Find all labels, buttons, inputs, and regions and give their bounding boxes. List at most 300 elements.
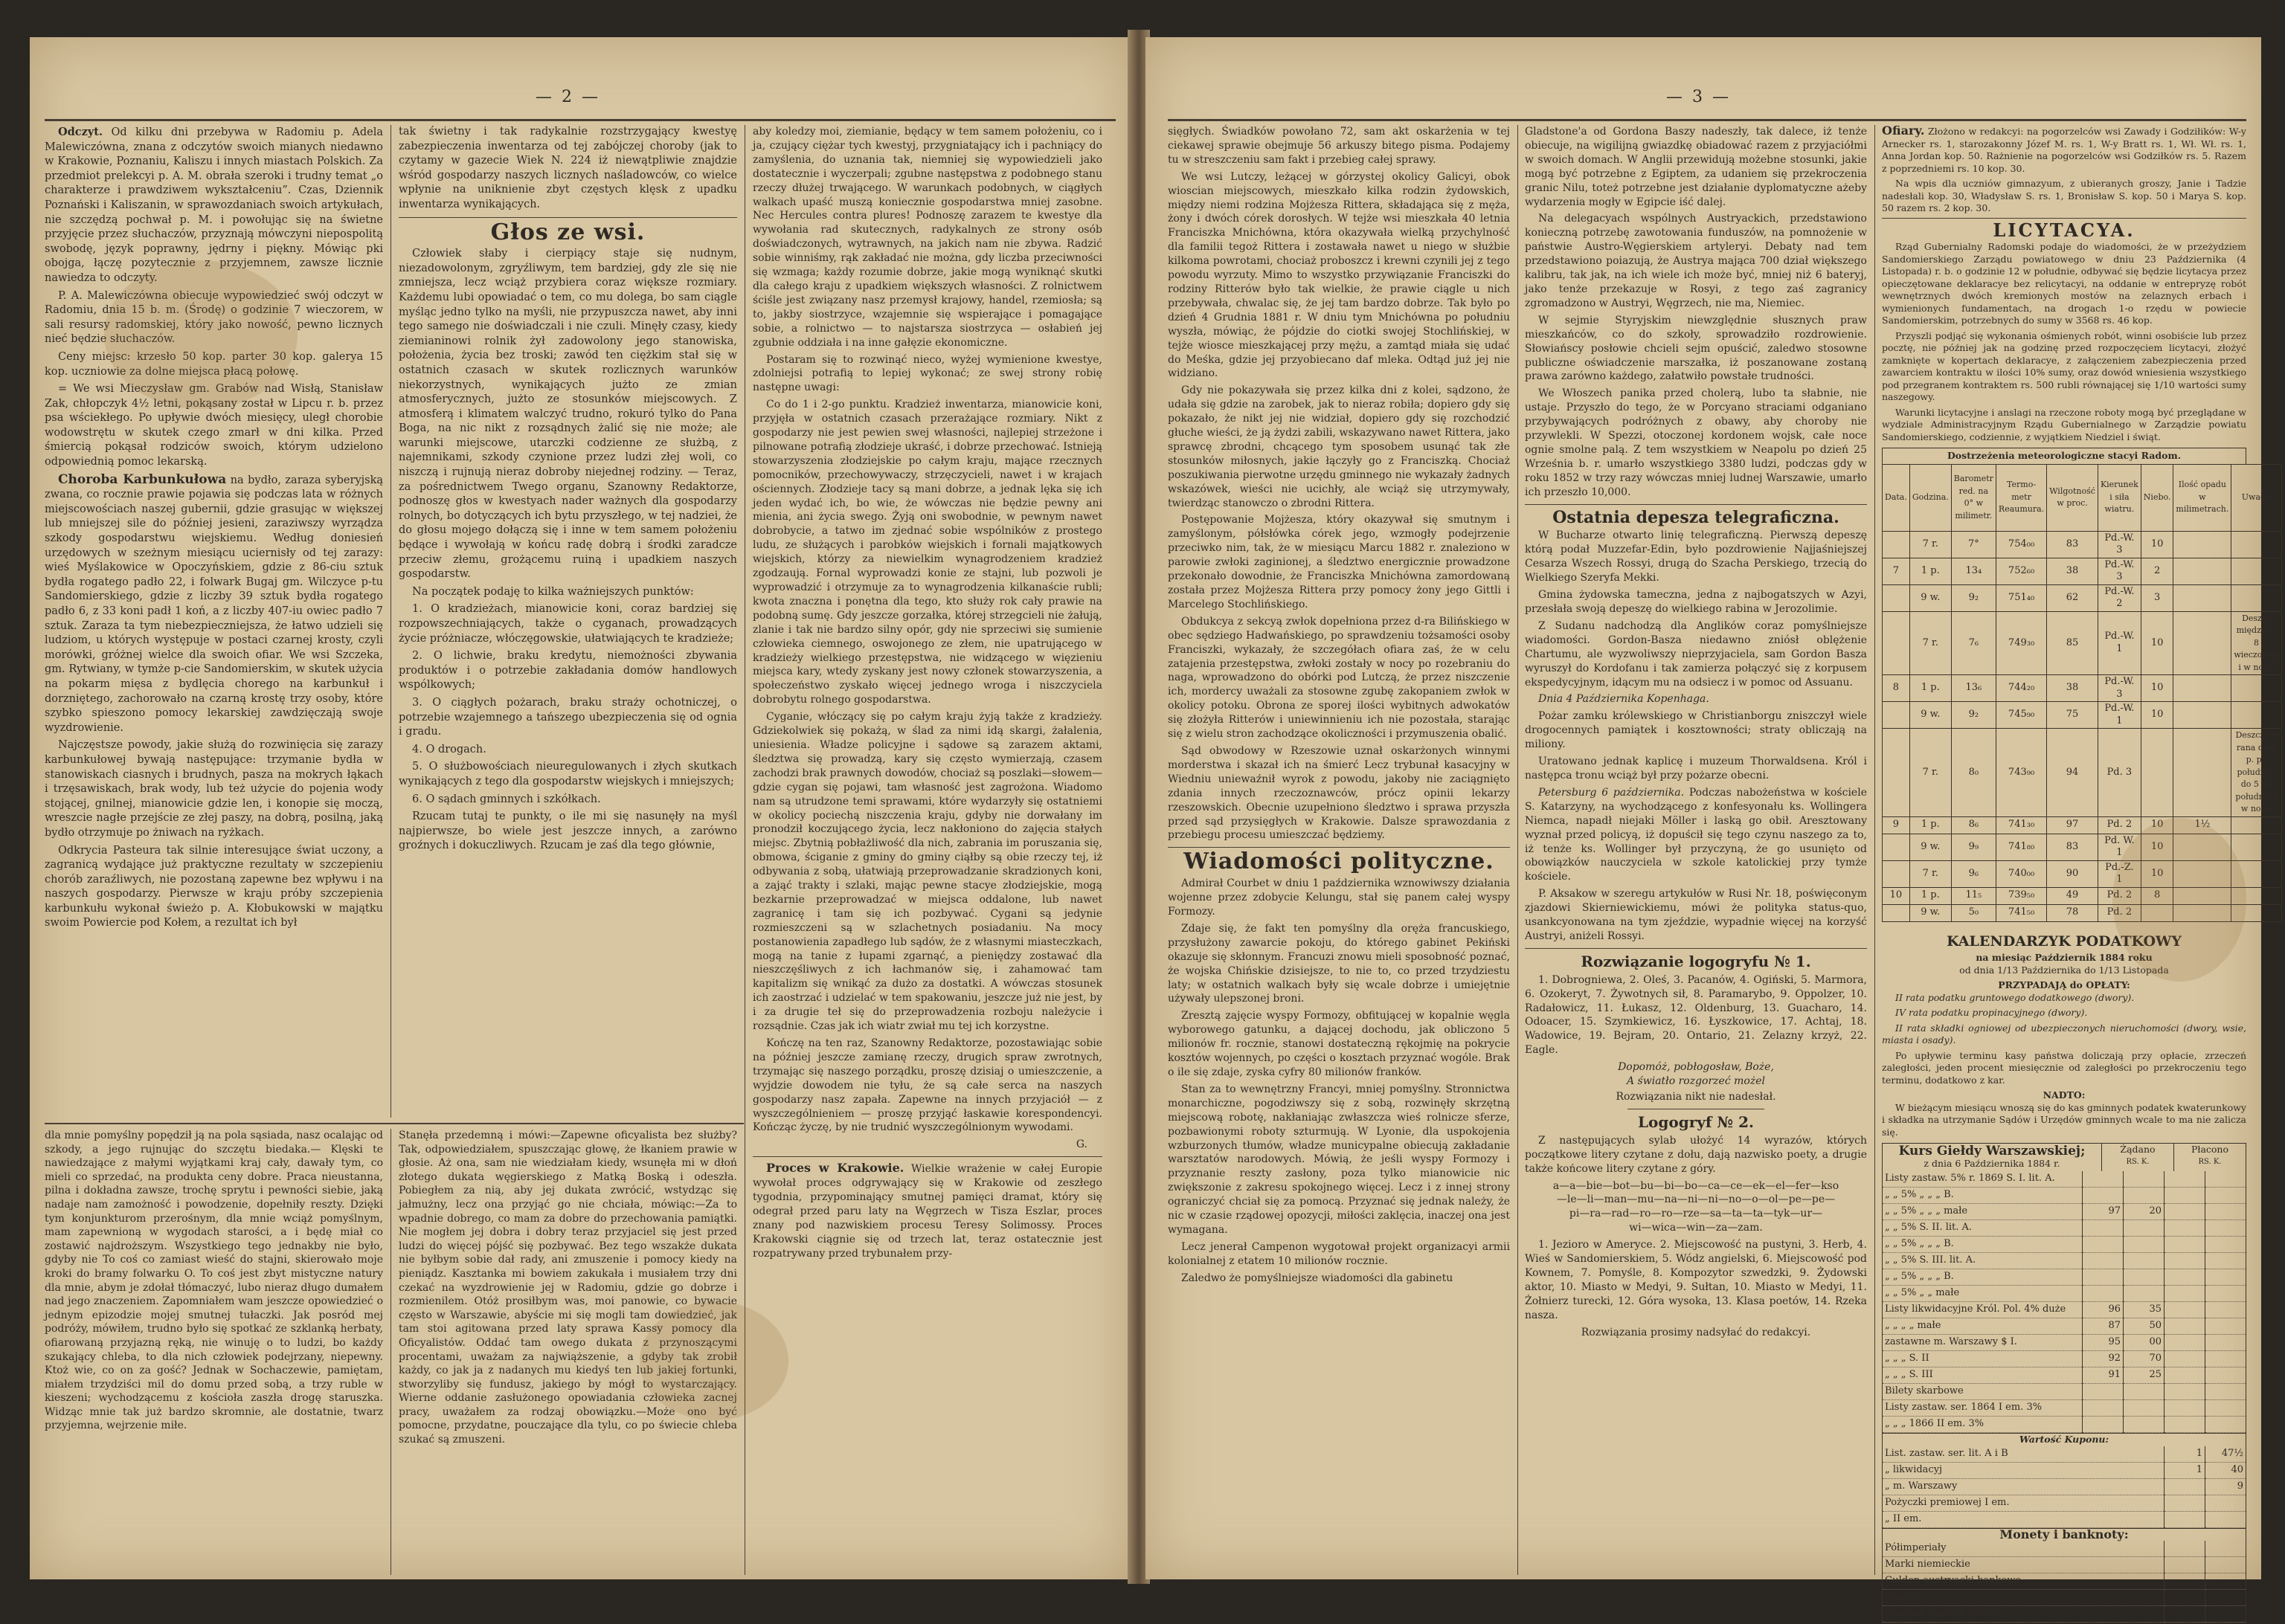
meteo-cell: 75 bbox=[2047, 702, 2098, 729]
kurs-label: „ „ 5% S. III. lit. A. bbox=[1883, 1253, 2083, 1269]
meteo-cell: Deszcz od rana do 6 p. po południe, do 5 po południu i w nocy. bbox=[2231, 729, 2281, 817]
meteo-cell bbox=[2231, 816, 2281, 834]
kurs-value bbox=[2124, 1269, 2165, 1286]
punkty-intro: Na początek podaję to kilka ważniejszych punktów: bbox=[412, 585, 694, 598]
kurs-value bbox=[2083, 1400, 2124, 1417]
meteo-cell: 9 w. bbox=[1909, 904, 1951, 921]
meteo-row bbox=[1883, 816, 2282, 834]
meteo-cell: Pd.-W. 3 bbox=[2098, 531, 2141, 558]
kurs-value bbox=[2083, 1188, 2124, 1204]
meteo-cell: 743₉₀ bbox=[1996, 729, 2046, 817]
moneta-row bbox=[1883, 1541, 2246, 1557]
meteo-cell: 38 bbox=[2047, 558, 2098, 584]
kurs-value: 87 bbox=[2083, 1318, 2124, 1335]
meteo-cell: 78 bbox=[2047, 904, 2098, 921]
kurs-value bbox=[2205, 1318, 2246, 1335]
kurs-label: Listy likwidacyjne Król. Pol. 4% duże bbox=[1883, 1302, 2083, 1318]
meteo-cell: 739₅₀ bbox=[1996, 887, 2046, 904]
kurs-value bbox=[2165, 1400, 2205, 1417]
meteo-cell bbox=[1883, 611, 1910, 675]
kurs-value bbox=[2205, 1335, 2246, 1351]
kupon-value: 1 bbox=[2165, 1462, 2205, 1478]
meteo-cell: Pd. 2 bbox=[2098, 887, 2141, 904]
kurs-value bbox=[2165, 1204, 2205, 1220]
meteo-cell: 749₃₀ bbox=[1996, 611, 2046, 675]
odczyt-paragraph: Odczyt. Od kilku dni przebywa w Radomiu p. Adela Malewiczówna, znana z odczytów swoich mianych niedawno w Krakowie, Poznaniu, Kaliszu i innych miastach Polskich. Za przedmiot prelekcyi p. A. M. obrała szeroki i trudny temat „o charakterze i prawdziwem wykształceniu”. Czas, Dziennik Poznański i Kaliszanin, w sprawozdaniach swoich artykułach, nie szczędzą pochwał p. M. i powołując się na świetne przyjęcie przez słuchaczów, przyznają mówczyni niepospolitą swobodę, język poprawny, jędrny i piękny. Mówiąc pki obojga, łączę pozytecznie z przyjemnem, zawsze licznie nawiedza to odczyty. bbox=[45, 126, 383, 284]
meteo-cell: 83 bbox=[2047, 531, 2098, 558]
kurs-value bbox=[2205, 1171, 2246, 1188]
meteo-cell: 7 r. bbox=[1909, 531, 1951, 558]
moneta-label: Frank bbox=[1883, 1590, 2165, 1606]
meteo-cell: 9₂ bbox=[1951, 584, 1996, 611]
meteo-cell bbox=[2141, 729, 2173, 817]
meteo-cell: 7° bbox=[1951, 531, 1996, 558]
meteo-cell: 38 bbox=[2047, 675, 2098, 702]
meteo-cell bbox=[1883, 860, 1910, 887]
kurs-row bbox=[1883, 1204, 2246, 1220]
kupon-value bbox=[2205, 1511, 2246, 1527]
kupon-label: Pożyczki premiowej I em. bbox=[1883, 1495, 2165, 1511]
meteo-cell bbox=[1883, 531, 1910, 558]
admiral-paragraph: Admirał Courbet w dniu 1 października wznowiwszy działania wojenne przez zdobycie Kelungu, stał się panem całej wyspy Formozy. bbox=[1168, 877, 1510, 918]
kurs-value bbox=[2083, 1269, 2124, 1286]
meteo-cell: 754₀₀ bbox=[1996, 531, 2046, 558]
meteo-cell bbox=[1883, 702, 1910, 729]
meteo-cell: 752₆₀ bbox=[1996, 558, 2046, 584]
meteo-cell: 741₈₀ bbox=[1996, 834, 2046, 860]
proces-title: Proces w Krakowie. bbox=[766, 1161, 904, 1176]
punkt-3: 3. O ciągłych pożarach, braku straży ochotniczej, o potrzebie wzajemnego a tańszego ubezpieczenia się od ognia i gradu. bbox=[399, 696, 737, 738]
choroba-paragraph: Choroba Karbunkułowa na bydło, zaraza syberyjską zwana, co rocznie prawie pojawia się podczas lata w różnych miejscowościach naszej gubernii, gdzie grasując w większej lub mniejszej sile do później jesieni, zaraziwszy wyrządza szkody gospodarstwu wiejskiemu. Według doniesień urzędowych w szeżnym miesiącu uciernisły od tej zarazy: wieś Myślakowice w Opoczyńskiem, gdzie z 86-ciu sztuk bydła rogatego padło 22, i folwark Bugaj gm. Wilczyce p-tu Sandomierskiego, gdzie z liczby 39 sztuk bydła rogatego padło 6, z 33 koni padł 1 koń, a z liczby 407-iu owiec padło 7 sztuk. Zaraza ta tym niebezpieczniejsza, że łatwo udzieli się ludziom, u których występuje w postaci czarnej krosty, czyli morówki, gróżnej wielce dla swoich ofiar. We wsi Szczeka, gm. Rytwiany, w tymże p-cie Sandomierskim, w skutek użycia na pokarm mięsa z bydlęcia chorego na karbunkuł i dorzniętego, zachorowało na czarną krostę trzy osoby, które szybko spieszono pomocy lekarskiej zawdzięczają swoje wyzdrowienie. bbox=[45, 471, 384, 734]
ceny-paragraph: Ceny miejsc: krzesło 50 kop. parter 30 kop. galerya 15 kop. uczniowie za dolne miejsca płacą połowę. bbox=[45, 350, 383, 378]
kurs-row bbox=[1883, 1400, 2246, 1417]
meteo-cell: 85 bbox=[2047, 611, 2098, 675]
kurs-value: 25 bbox=[2124, 1367, 2165, 1384]
feuilleton-rule bbox=[45, 1123, 744, 1124]
meteo-cell: 9 w. bbox=[1909, 702, 1951, 729]
page-number: — 3 — bbox=[1666, 88, 1731, 106]
kurs-value: 91 bbox=[2083, 1367, 2124, 1384]
kupon-value bbox=[2165, 1511, 2205, 1527]
top-rule bbox=[1168, 119, 2246, 121]
stan-paragraph: Stan za to wewnętrzny Francyi, mniej pomyślny. Stronnictwa monarchiczne, pogodziwszy się z sobą, rozwinęły skrzętną miejscową robotę, nakłaniając zwłaszcza wieś rolnicze sferze, pozbawionymi roboty szturmują. W Lyonie, dla uspokojenia wzburzonych tłumów, władze municypalne obiecują zakładanie warsztatów narodowych. Mówią, że jeśli wyspy Formozy i przyznanie reszty zasłony, poza tylko mianowicie nic zwiększonie z zakresu spokojnego więcej. Lecz i z innej strony ograniczyć chciał się za pomocą. Przyznać się jednak należy, że nic w czasie rządowej opozycji, miłości zaklęcia, inaczej ona jest wymagana. bbox=[1168, 1083, 1510, 1236]
kurs-value: 20 bbox=[2124, 1204, 2165, 1220]
meteo-row bbox=[1883, 531, 2282, 558]
ofiary-title: Ofiary. bbox=[1882, 123, 1925, 138]
kurs-value bbox=[2083, 1417, 2124, 1433]
lutcza-paragraph: We wsi Lutczy, leżącej w górzystej okolicy Galicyi, obok wioscian miejscowych, mieszkało kilka rodzin żydowskich, między niemi rodzina Mojżesza Rittera, składająca się z męża, żony i dwóch córek dorosłych. W tejże wsi mieszkała 40 letnia Franciszka Mnichówna, która okazywała wielką przychylność dla familii tegoż Rittera i zostawała nawet u niego w służbie kilkoma powrotami, chociaż proboszcz i krewni czynili jej z tego powodu wyrzuty. Mimo to wszystko przywiązanie Franciszki do rodziny Ritterów było tak wielkie, że prawie ciągle u nich przebywała, chwalac się, że jej tam bardzo dobrze. Tak było po dzień 4 Grudnia 1881 r. W dniu tym Mnichówna po południu wyszła, mówiąc, że pójdzie do ciotki swojej Stochlińskiej, w tejże wiosce mieszkającej przy mężu, a zamtąd miała się udać do Meśka, gdzie jej przyobiecano daf mleka. Odtąd już jej nie widziano. bbox=[1168, 170, 1510, 380]
zdaje-paragraph: Zdaje się, że fakt ten pomyślny dla oręża francuskiego, przysłużony zawarcie pokoju, do którego gabinet Pekiński okazuje się skłonnym. Francuzi znowu mieli sposobność poznać, że wojska Chińskie dzisiejsze, to nie to, co przed trzydziestu laty; w ostatnich walkach były się wcale dobrze i umiejętnie używały ulepszonej broni. bbox=[1168, 922, 1510, 1005]
kurs-label: „ „ „ S. III bbox=[1883, 1367, 2083, 1384]
meteo-cell: 1 p. bbox=[1909, 887, 1951, 904]
kurs-label: „ „ 5% „ „ „ małe bbox=[1883, 1204, 2083, 1220]
kurs-row bbox=[1883, 1220, 2246, 1237]
meteo-cell bbox=[2173, 729, 2231, 817]
meteo-cell: Pd. W. 1 bbox=[2098, 834, 2141, 860]
meteo-row bbox=[1883, 584, 2282, 611]
zreszta-paragraph: Zresztą zajęcie wyspy Formozy, obfitującej w kopalnie węgla wyborowego gatunku, a dającej dochodu, jak obliczono 5 milionów fr. rocznie, stanowi dostateczną rękojmię na pokrycie kosztów wojennych, po części o kosztach przyznać wogóle. Brak o ile się zdaje, zyska cyfry 80 milionów franków. bbox=[1168, 1010, 1510, 1078]
proces-paragraph: Proces w Krakowie. Wielkie wrażenie w całej Europie wywołał proces odgrywający się w Krakowie od zeszłego tygodnia, przypominający smutnej pamięci dramat, który się odegrał przed paru laty na Węgrzech w Tisza Eszlar, proces znany pod nazwiskiem procesu Teresy Solimossy. Proces Krakowski ciągnie się od trzech lat, teraz ostatecznie jest rozpatrywany przed trybunałem przy- bbox=[753, 1161, 1103, 1260]
kurs-value bbox=[2165, 1188, 2205, 1204]
kurs-value bbox=[2124, 1417, 2165, 1433]
kurs-value bbox=[2205, 1367, 2246, 1384]
kurs-value bbox=[2165, 1335, 2205, 1351]
punkt-1: 1. O kradzieżach, mianowicie koni, coraz bardziej się rozpowszechniających, także o cyganach, prowadzących życie próżniacze, włóczęgowskie, ułatwiających te kradzieże; bbox=[399, 603, 737, 645]
kurs-value bbox=[2205, 1384, 2246, 1400]
kurs-row bbox=[1883, 1188, 2246, 1204]
mieczyslaw-paragraph: = We wsi Mieczysław gm. Grabów nad Wisłą, Stanisław Zak, chłopczyk 4½ letni, pokąsany został w Lipcu r. b. przez psa wściekłego. Po upływie dwóch miesięcy, uległ chorobie wodowstrętu w skutek czego zmarł w dni kilka. Przed śmiercią pokąsał rodziców swoich, którym udzielono odpowiednią pomoc lekarską. bbox=[45, 383, 383, 468]
kurs-value bbox=[2205, 1220, 2246, 1237]
kurs-label: „ „ 5% „ „ małe bbox=[1883, 1286, 2083, 1302]
kurs-value bbox=[2083, 1384, 2124, 1400]
kurs-label: „ „ 5% „ „ „ B. bbox=[1883, 1269, 2083, 1286]
meteo-cell: 7 bbox=[1883, 558, 1910, 584]
meteo-cell: 2 bbox=[2141, 558, 2173, 584]
kurs-value bbox=[2124, 1400, 2165, 1417]
koncze: Kończę na ten raz, Szanowny Redaktorze, pozostawiając sobie na później jeszcze zamianę rzeczy, drugich spraw zwrotnych, trzymając się naszego porządku, proszę dzisiaj o umieszczenie, a wyjdzie dowodem nie tyłu, że są całe serca na naszych gospodarzy nasz zapała. Zapewne na innych przyjaciół — z wyszczególnieniem — proszę przyjąć łaskawie korespondencyi. Kończąc życzę, by nie trudnić wyszczególnionym wywodami. bbox=[753, 1037, 1102, 1134]
kurs-value bbox=[2165, 1269, 2205, 1286]
meteo-cell: 744₂₀ bbox=[1996, 675, 2046, 702]
kurs-value bbox=[2205, 1253, 2246, 1269]
kurs-value bbox=[2165, 1237, 2205, 1253]
sad-paragraph: Sąd obwodowy w Rzeszowie uznał oskarżonych winnymi morderstwa i skazał ich na śmierć Lecz trybunał kasacyjny w Wiedniu uniewaźnił wyrok z powodu, jakoby nie zaciągnięto zdania innych rzeczoznawców, prócz opinii lekarzy rzeszowskich. Obecnie uzupełniono śledztwo i sprawa przyszła przed sąd przysięgłych w Krakowie. Dalsze sprawozdania z przebiegu procesu umieszczać będziemy. bbox=[1168, 744, 1510, 842]
meteo-cell: 3 bbox=[2141, 584, 2173, 611]
feuilleton-col-2: Stanęła przedemną i mówi:—Zapewne oficyalista bez służby? Tak, odpowiedziałem, spuszczając głowę, że łkaniem prawie w głosie. Aż ona, sam nie wiedziałam kiedy, wsunęła mi w dłoń złotego dukata węgierskiego z Matką Boską i odeszła. Pobiegłem za nią, aby jej dukata zwrócić, wstydząc się jałmużny, lecz ona przyjąć go nie chciała, mówiąc:—Za to wpadnie dobrego, co mam za dobre do przechowania pamiątki. Nie mogłem jej dobra i dobry teraz przyjaciel się jest przed ludzi do więcej pójść się pozbywać. Bez tego wszakże dukata nie byłbym sobie dał rady, ani zmuszenie i pomocy kiedy na pieniądz. Kasztanka mi bowiem zakukała i musiałem trzy dni czekać na wyzdrowienie jej w Radomiu, gdzie go dobrze i rozmienilem. Otóż prosiłbym was, moi panowie, co bywacie często w Warszawie, abyście mi się mogli tam dowiedzieć, jak tam stoi agitowana przed laty sprawa Kassy pomocy dla Oficyalistów. Oddać tam owego dukata z przynoszącymi procentami, uważam za najwiąższenie, a gdyby tak zrobił każdy, co jak ja z nadanych mu kiedyś ten lub jakiej fortunki, stworzyliby się fundusz, jakiego by mógł to wystarczający. Wierne oddanie zasłużonego opowiadania człowieka zacnej pracy, uważałem za rodzaj obowiązku.—Może ono być pomocne, przydatne, pouczające dla tylu, co po świecie chleba szukać są zmuszeni. bbox=[399, 1130, 737, 1446]
page-number: — 2 — bbox=[536, 88, 600, 106]
meteo-cell: 1 p. bbox=[1909, 558, 1951, 584]
kurs-value bbox=[2165, 1351, 2205, 1367]
kurs-value bbox=[2205, 1269, 2246, 1286]
kupon-value bbox=[2165, 1478, 2205, 1495]
kupon-label: „ m. Warszawy bbox=[1883, 1478, 2165, 1495]
meteo-cell: 10 bbox=[2141, 611, 2173, 675]
kurs-value: 35 bbox=[2124, 1302, 2165, 1318]
kurs-value: 70 bbox=[2124, 1351, 2165, 1367]
kurs-value bbox=[2124, 1253, 2165, 1269]
column-2-end: Rzucam tutaj te punkty, o ile mi się nasunęły na myśl najpierwsze, bo wiele jest jeszcze innych, a zarówno groźnych i dokuczliwych. Rzucam je zaś dla tego głównie, bbox=[399, 811, 737, 852]
meteo-cell: 1 p. bbox=[1909, 816, 1951, 834]
kurs-label: „ „ „ 1866 II em. 3% bbox=[1883, 1417, 2083, 1433]
kurs-row bbox=[1883, 1171, 2246, 1188]
meteo-cell: 90 bbox=[2047, 860, 2098, 887]
kupon-value bbox=[2165, 1495, 2205, 1511]
meteo-cell: 1 p. bbox=[1909, 675, 1951, 702]
meteo-cell bbox=[2173, 531, 2231, 558]
kurs-label: „ „ „ „ małe bbox=[1883, 1318, 2083, 1335]
kurs-value bbox=[2205, 1237, 2246, 1253]
meteo-cell bbox=[1883, 584, 1910, 611]
meteo-cell: 13₆ bbox=[1951, 675, 1996, 702]
meteo-cell: 7₆ bbox=[1951, 611, 1996, 675]
kurs-row bbox=[1883, 1253, 2246, 1269]
kupon-value: 40 bbox=[2205, 1462, 2246, 1478]
meteo-cell: Pd.-W. 2 bbox=[2098, 584, 2141, 611]
kurs-value bbox=[2124, 1171, 2165, 1188]
meteo-cell: 8 bbox=[2141, 887, 2173, 904]
malewicz-paragraph: P. A. Malewiczówna obiecuje wypowiedzieć swój odczyt w Radomiu, dnia 15 b. m. (Środę) o godzinie 7 wieczorem, w sali resursy radomskiej, który jako nowość, pewno licznych nieć będzie słuchaczów. bbox=[45, 289, 383, 346]
logogryf-2-heading: Logogryf № 2. bbox=[1637, 1112, 1754, 1131]
meteo-cell: 13₄ bbox=[1951, 558, 1996, 584]
kurs-label: Listy zastaw. 5% r. 1869 S. I. lit. A. bbox=[1883, 1171, 2083, 1188]
lecz-paragraph: Lecz jenerał Campenon wygotował projekt organizacyi armii kolonialnej z etatem 10 milionów rocznie. bbox=[1168, 1240, 1510, 1267]
kurs-value bbox=[2083, 1237, 2124, 1253]
kurs-value bbox=[2165, 1367, 2205, 1384]
kurs-value: 50 bbox=[2124, 1318, 2165, 1335]
kurs-row bbox=[1883, 1335, 2246, 1351]
meteo-cell: 7 r. bbox=[1909, 611, 1951, 675]
kurs-value: 97 bbox=[2083, 1204, 2124, 1220]
kurs-value bbox=[2124, 1384, 2165, 1400]
meteo-cell bbox=[1883, 834, 1910, 860]
moneta-row bbox=[1883, 1606, 2246, 1623]
meteo-cell: 9₂ bbox=[1951, 702, 1996, 729]
kurs-value bbox=[2165, 1286, 2205, 1302]
meteo-cell: 9₉ bbox=[1951, 834, 1996, 860]
meteo-cell: 11₅ bbox=[1951, 887, 1996, 904]
meteo-cell: 9₆ bbox=[1951, 860, 1996, 887]
kupon-row bbox=[1883, 1446, 2246, 1463]
meteo-cell: 83 bbox=[2047, 834, 2098, 860]
punkt-2: 2. O lichwie, braku kredytu, niemożności zbywania produktów i o potrzebie zakładania domów handlowych wspólkowych; bbox=[399, 650, 737, 692]
meteo-cell: 10 bbox=[2141, 860, 2173, 887]
meteo-cell: 10 bbox=[1883, 887, 1910, 904]
kurs-label: „ „ 5% S. II. lit. A. bbox=[1883, 1220, 2083, 1237]
kurs-table bbox=[1883, 1171, 2246, 1433]
meteo-cell: Pd. 2 bbox=[2098, 816, 2141, 834]
meteo-cell bbox=[2173, 558, 2231, 584]
kurs-value bbox=[2083, 1253, 2124, 1269]
kurs-value bbox=[2124, 1220, 2165, 1237]
kurs-value: 00 bbox=[2124, 1335, 2165, 1351]
meteo-cell: 62 bbox=[2047, 584, 2098, 611]
depesza-heading: Ostatnia depesza telegraficzna. bbox=[1552, 507, 1839, 527]
meteo-cell: 10 bbox=[2141, 702, 2173, 729]
column-3: Ofiary. Złożono w redakcyi: na pogorzelców wsi Zawady i Godziłików: W-y Arnecker rs. 1, starozakonny Józef M. rs. 1, W-y Bratt rs. 1, Wł. Wł. rs. 1, Anna Jordan kop. 50. Rażnienie na pogorzelców wsi Godziłków rs. 5. Razem z poprzedniemi rs. 10 kop. 30. Na wpis dla uczniów gimnazyum, z ubieranych groszy, Janie i Tadzie nadesłali kop. 30, Władysław S. rs. 1, Bronisław S. kop. 50 i Marya S. kop. 50 razem rs. 2 kop. 30. LICYTACYA. Rząd Gubernialny Radomski podaje do wiadomości, że w przeżydziem Sandomierskiego Zarządu powiatowego w dniu 23 Października (4 Listopada) r. b. o godzinie 12 w południe, odbywać się będzie licytacya przez opieczętowane deklaracye bez relicytacyi, na oddanie w entrepryzę robót wewnętrznych dwóch kremionych mostów na zelaznych erbach i wymienionych fundamentach, na drogach 1-o rzędu w powiecie Sandomierskim, potrzebnych do sumy w 3568 rs. 46 kop. Przyszli podjąć się wykonania ośmienych robót, winni osobiście lub przez pocztę, nie później jak na godzinę przed rozpoczęciem licytacyi, złożyć zamknięte w kopertach deklaracye, z załączeniem zabezpieczenia przed zawarciem kontraktu w ilości 10% sumy, oraz dowód wniesienia wszystkiego pod przegranem kontraktem rs. 500 rubli równającej się 1/10 wartości sumy naszegowy. Warunki licytacyjne i anslagi na rzeczone roboty mogą być przeglądane w wydziale Administracyjnym Rządu Gubernialnego w Zarządzie powiatu Sandomierskiego, codziennie, z wyjątkiem Niedziel i świąt. Dostrzeżenia meteorologiczne stacyi Radom. Data. Godzina. Barometr red. na 0° w milimetr. Termo- metr Reaumura. Wilgotność w proc. Kierunek i siła wiatru. Niebo. Ilość opadu w milimetrach. Uwagi. 7 r. 7° 754₀₀ 83 Pd.-W. 3 10 7 1 p. 13₄ 752₆₀ 38 Pd.-W. 3 2 9 w. 9₂ 751₄₀ 62 Pd.-W. 2 3 7 r. 7₆ 749₃₀ 85 Pd.-W. 1 10 Deszcz między 7-8 wieczorem i w nocy. 8 1 p. 13₆ 744₂₀ 38 Pd.-W. 3 10 9 w. 9₂ 745₉₀ 75 Pd.-W. 1 10 7 r. 8₀ 743₉₀ 94 Pd. 3 Deszcz od rana do 6 p. po południe, do 5 po południu i w nocy. 9 1 p. 8₆ 741₃₀ 97 Pd. 2 10 1½ 9 w. 9₉ 741₈₀ 83 Pd. W. 1 10 7 r. 9₆ 740₀₀ 90 Pd.-Z. 1 10 10 1 p. 11₅ 739₅₀ 49 Pd. 2 8 9 w. 5₀ 741₅₀ 78 Pd. 2 KALENDARZYK PODATKOWY na miesiąc Październik 1884 roku od dnia 1/13 Października do 1/13 Listopada PRZYPADAJĄ do OPŁATY: II rata podatku gruntowego dodatkowego (dwory). IV rata podatku propinacyjnego (dwory). II rata składki ogniowej od ubezpieczonych nieruchomości (dwory, wsie, miasta i osady). Po upływie terminu kasy państwa doliczają przy opłacie, zrzeczeń zaległości, jeden procent miesięcznie od zaległości po przekroczeniu tego terminu, dodatkowo z kar. NADTO: W bieżącym miesiącu wnoszą się do kas gminnych podatek kwaterunkowy i składka na utrzymanie Sądów i Urzędów gminnych wcale to ma nie zalicza się. Kurs Giełdy Warszawskiej; z dnia 6 Października 1884 r. Żądano RS. K. Płacono RS. K. Listy zastaw. 5% r. 1869 S. I. lit. A. „ „ 5% „ „ „ B. „ „ 5% „ „ „ małe 97 20 „ „ 5% S. II. lit. A. „ „ 5% „ „ „ B. „ „ 5% S. III. lit. A. „ „ 5% „ „ „ B. „ „ 5% „ „ małe Listy likwidacyjne Król. Pol. 4% duże 96 35 „ „ „ „ małe 87 50 zastawne m. Warszawy $ I. 95 00 „ „ „ S. II 92 70 „ „ „ S. III 91 25 Bilety skarbowe Listy zastaw. ser. 1864 I em. 3% „ „ „ 1866 II em. 3% Wartość Kuponu: List. zastaw. ser. lit. A i B 1 47½ „ likwidacyj 1 40 „ m. Warszawy 9 Pożyczki premiowej I em. „ II em. Monety i banknoty: Półimperiały Marki niemieckie Gulden austryacki bankowe Frank Wartość rubla w złocie bbox=[1882, 125, 2246, 1623]
meteo-cell: 10 bbox=[2141, 531, 2173, 558]
meteo-cell: 8₀ bbox=[1951, 729, 1996, 817]
postaram: Postaram się to rozwinąć nieco, wyżej wymienione kwestye, zdolniejsi potrafią to lepiej wykonać; ze swej strony robię następne uwagi: bbox=[753, 353, 1102, 394]
kurs-label: „ „ 5% „ „ „ B. bbox=[1883, 1188, 2083, 1204]
kupon-row bbox=[1883, 1462, 2246, 1478]
wiadomosci-polityczne-heading: Wiadomości polityczne. bbox=[1183, 848, 1494, 875]
kurs-value: 96 bbox=[2083, 1302, 2124, 1318]
kurs-value bbox=[2165, 1302, 2205, 1318]
kurs-value bbox=[2165, 1220, 2205, 1237]
meteo-row bbox=[1883, 675, 2282, 702]
meteo-cell: 8₆ bbox=[1951, 816, 1996, 834]
kurs-value bbox=[2205, 1286, 2246, 1302]
kurs-label: zastawne m. Warszawy $ I. bbox=[1883, 1335, 2083, 1351]
rozwiazanie-heading: Rozwiązanie logogryfu № 1. bbox=[1581, 952, 1811, 970]
meteo-cell bbox=[2231, 584, 2281, 611]
column-1 bbox=[45, 125, 383, 934]
meteo-cell: 8 bbox=[1883, 675, 1910, 702]
punkt-5: 5. O służbowościach nieuregulowanych i złych skutkach wynikających z tego dla gospodarstw wiejskych i mniejszych; bbox=[399, 761, 737, 787]
odkrycia-paragraph: Odkrycia Pasteura tak silnie interesujące świat uczony, a zagranicą wydające już praktyczne rezultaty w szczepieniu chorób zaraźliwych, nie pozostaną zapewne bez wpływu i na naszych gospodarzy. Pierwsze w kraju próby szczepienia karbunkułu wykonał świeżo p. A. Kłobukowski w majątku swoim Powiercie pod Kołem, a rezultat ich był bbox=[45, 844, 383, 929]
kupon-label: List. zastaw. ser. lit. A i B bbox=[1883, 1446, 2165, 1463]
kurs-label: „ „ „ S. II bbox=[1883, 1351, 2083, 1367]
meteo-cell bbox=[2231, 834, 2281, 860]
kurs-label: Bilety skarbowe bbox=[1883, 1384, 2083, 1400]
meteo-cell bbox=[2231, 558, 2281, 584]
meteo-cell: 10 bbox=[2141, 675, 2173, 702]
odczyt-title: Odczyt. bbox=[58, 126, 103, 138]
kupon-value bbox=[2205, 1495, 2246, 1511]
meteo-cell: 5₀ bbox=[1951, 904, 1996, 921]
meteo-cell: Deszcz między 7-8 wieczorem i w nocy. bbox=[2231, 611, 2281, 675]
kupon-table bbox=[1883, 1446, 2246, 1528]
kupon-row bbox=[1883, 1495, 2246, 1511]
kurs-value bbox=[2205, 1302, 2246, 1318]
zaledwo-paragraph: Zaledwo że pomyślniejsze wiadomości dla gabinetu bbox=[1181, 1272, 1453, 1284]
page-3 bbox=[1145, 37, 2279, 1620]
kupon-label: „ II em. bbox=[1883, 1511, 2165, 1527]
choroba-title: Choroba Karbunkułowa bbox=[58, 471, 227, 487]
meteo-cell: 10 bbox=[2141, 816, 2173, 834]
meteo-cell: 745₉₀ bbox=[1996, 702, 2046, 729]
obdukcya-paragraph: Obdukcya z sekcyą zwłok dopełniona przez d-ra Bilińskiego w obec sędziego Hadwańskiego, po sprawdzeniu tożsamości osoby Franciszki, wykazały, że szczegółach ofiara zaś, że w celu zatajenia przestępstwa, zwłoki zostały w nocy po rozebraniu do naga, wprowadzono do obórki pod Lutczą, że przez niszczenie ich, mordercy uważali za stosowne zgubę zakopaniem zwłok w okolicy potoku. Obrona ze sporej ilości wybitnych adwokatów się złożyła Ritterów i uniewinnieniu ich nie pozostała, starając się z wielu stron zachodzące okoliczności i przymuszenia obalić. bbox=[1168, 615, 1510, 741]
moneta-label: Marki niemieckie bbox=[1883, 1557, 2165, 1573]
punkt-4: 4. O drogach. bbox=[412, 743, 486, 755]
moneta-label: Gulden austryacki bankowe bbox=[1883, 1573, 2165, 1590]
feuilleton-col-1: dla mnie pomyślny popędził ją na pola sąsiada, nasz ocalając od szkody, a jego rujnując do szczętu biedaka.— Klęski te nawiedzające z małymi wyjątkami kraj cały, dawały tym, co mieli co sprzedać, na produkta ceny dobre. Praca nieustanna, pilna i dokładna zawsze, trochę sprytu i pewności siebie, jaką nadaje nam zamożność i powodzenie, dopełniły reszty. Dzięki tym konjunkturom przerośnym, dla mnie wciąż pomyślnym, mam zapewnioną w wygodach starości, a i będę miał co zostawić najdroższym. Wszystkiego tego jednakby nie było, gdyby nie To coś co zamiast wieść do stajni, skierowało moje kroki do bramy folwarku O. To coś jest zbyt mistyczne natury dla mnie, abym je zdołał tłómaczyć, lubo nieraz długo dumałem nad jego znaczeniem. Zapomniałem wam jeszcze opowiedzieć o jednym epizodzie mojej smutnej tułaczki. Jak posród mej podróży, mówiłem, trudno było się spotkać ze szklanką herbaty, ofiarowaną przyjazną ręką, nie winuję o to ludzi, bo każdy szukający chleba, to dla nich człowiek podejrzany, niepewny. Ktoż wie, co on za gość? Jednak w Sochaczewie, pamiętam, miałem trzydziści mil do domu przed sobą, a trzy ruble w kieszeni; wychodzącemu z kościoła zaszła drogę staruszka. Widząc mnie tak już bardzo skromnie, ale dostatnie, twarz przyjemna, wejrzenie miłe. bbox=[45, 1130, 383, 1432]
meteo-cell bbox=[2173, 675, 2231, 702]
kurs-title: Kurs Giełdy Warszawskiej; bbox=[1898, 1144, 2086, 1159]
kurs-value bbox=[2124, 1286, 2165, 1302]
col3-text: aby koledzy moi, ziemianie, będący w tem samem położeniu, co i ja, czujący ciężar tych kwestyj, przygniatający ich i pachniący do zamyślenia, do uznania tak, niemniej się wypowiedzieli jako dostatecznie i wyczerpali; zgubne następstwa z podobnego stanu rzeczy dłużej trwającego. W warunkach podobnych, w ciągłych walkach upaść muszą koniecznie gospodarstwa mniej zasobne. Nec Hercules contra plures! Podnoszę zarazem te kwestye dla wywołania rad skutecznych, radykalnych ze strony osób doświadczonych, wytrawnych, na jakich nam nie zbywa. Radzić sobie winniśmy, rąk zakładać nie można, gdy liczba przeciwności się wzmaga; każdy rozumie dobrze, jakie mogą wyniknąć skutki dla całego kraju z upadkiem większych własności. Z rolnictwem ściśle jest związany nasz przemysł krajowy, handel, rzemiosła; są to, jakby siostrzyce, wzajemnie się wspierające i pomagające sobie, a rolnictwo — to najstarsza siostrzyca — osłabień jej zgubnie oddziała i na inne gałęzie ekonomiczne. bbox=[753, 126, 1102, 349]
kurs-value bbox=[2083, 1220, 2124, 1237]
kurs-value bbox=[2083, 1171, 2124, 1188]
meteo-cell: Pd.-W. 1 bbox=[2098, 611, 2141, 675]
column-1: sięgłych. Świadków powołano 72, sam akt oskarżenia w tej ciekawej sprawie obejmuje 56 arkuszy bitego pisma. Podajemy tu w streszczeniu sam fakt i przebieg całej sprawy. We wsi Lutczy, leżącej w górzystej okolicy Galicyi, obok wioscian miejscowych, mieszkało kilka rodzin żydowskich, między niemi rodzina Mojżesza Rittera, składająca się z męża, żony i dwóch córek dorosłych. W tejże wsi mieszkała 40 letnia Franciszka Mnichówna, która okazywała wielką przychylność dla familii tegoż Rittera i zostawała nawet u niego w służbie kilkoma powrotami, chociaż proboszcz i krewni czynili jej z tego powodu wyrzuty. Mimo to wszystko przywiązanie Franciszki do rodziny Ritterów było tak wielkie, że prawie ciągle u nich przebywała, chwalac się, że jej tam bardzo dobrze. Tak było po dzień 4 Grudnia 1881 r. W dniu tym Mnichówna po południu wyszła, mówiąc, że pójdzie do ciotki swojej Stochlińskiej, w tejże wiosce mieszkającej przy mężu, a zamtąd miała się udać do Meśka, gdzie jej przyobiecano daf mleka. Odtąd już jej nie widziano. Gdy nie pokazywała się przez kilka dni z kolei, sądzono, że udała się gdzie na zarobek, jak to nieraz robiła; dopiero gdy się pokazało, że nikt jej nie widział, dopiero gdy się rozchodzić głuche wieści, że ją żydzi zabili, wskazywano nawet Rittera, jako sprawcę zbrodni, chcącego tym sposobem usunąć tak złe stosunków miłosnych, jakie łączyły go z Franciszką. Chociaż poszukiwania pierwotne urzędu gminnego nie wykazały żadnych wskazówek, wieści nie ucichły, ale wciąż się utrzymywały, twierdząc stanowczo o zbrodni Rittera. Postępowanie Mojżesza, który okazywał się smutnym i zamyślonym, półsłówka córek jego, wzmogły podejrzenie przeciwko nim, tak, że w miesiącu Marcu 1882 r. znaleziono w parowie zwłoki zaginionej, a śledztwo energicznie prowadzone przekonało dowodnie, że Franciszka Mnichówna zamordowaną została przez Mojżesza Rittera przy pomocy żony jego Gittli i Marcelego Stochlińskiego. Obdukcya z sekcyą zwłok dopełniona przez d-ra Bilińskiego w obec sędziego Hadwańskiego, po sprawdzeniu tożsamości osoby Franciszki, wykazały, że szczegółach ofiara zaś, że w celu zatajenia przestępstwa, zwłoki zostały w nocy po rozebraniu do naga, wprowadzono do obórki pod Lutczą, że przez niszczenie ich, mordercy uważali za stosowne zgubę zakopaniem zwłok w okolicy potoku. Obrona ze sporej ilości wybitnych adwokatów się złożyła Ritterów i uniewinnieniu ich nie pozostała, starając się z wielu stron zachodzące okoliczności i przymuszenia obalić. Sąd obwodowy w Rzeszowie uznał oskarżonych winnymi morderstwa i skazał ich na śmierć Lecz trybunał kasacyjny w Wiedniu uniewaźnił wyrok z powodu, jakoby nie zaciągnięto zdania innych rzeczoznawców, prócz opinii lekarzy rzeszowskich. Obecnie uzupełniono śledztwo i sprawa przyszła przed sąd przysięgłych w Krakowie. Dalsze sprawozdania z przebiegu procesu umieszczać będziemy. Wiadomości polityczne. Admirał Courbet w dniu 1 października wznowiwszy działania wojenne przez zdobycie Kelungu, stał się panem całej wyspy Formozy. Zdaje się, że fakt ten pomyślny dla oręża francuskiego, przysłużony zawarcie pokoju, do którego gabinet Pekiński okazuje się skłonnym. Francuzi znowu mieli sposobność poznać, że wojska Chińskie dzisiejsze, to nie to, co przed trzydziestu laty; w ostatnich walkach były się wcale dobrze i umiejętnie używały ulepszonej broni. Zresztą zajęcie wyspy Formozy, obfitującej w kopalnie węgla wyborowego gatunku, a dającej dochodu, jak obliczono 5 milionów fr. rocznie, stanowi dostateczną rękojmię na pokrycie kosztów wojennych, po części o kosztach przyznać wogóle. Brak o ile się zdaje, zyska cyfry 80 milionów franków. Stan za to wewnętrzny Francyi, mniej pomyślny. Stronnictwa monarchiczne, pogodziwszy się z sobą, rozwinęły skrzętną miejscową robotę, nakłaniając zwłaszcza wieś rolnicze sferze, pozbawionymi roboty szturmują. W Lyonie, dla uspokojenia wzburzonych tłumów, władze municypalne obiecują zakładanie warsztatów narodowych. Mówią, że jeśli wyspy Formozy i przyznanie reszty zasłony, poza tylko mianowicie nic zwiększonie z zakresu spokojnego więcej. Lecz i z innej strony ograniczyć chciał się za pomocą. Przyznać się jednak należy, że nic w czasie rządowej opozycji, miłości zaklęcia, inaczej ona jest wymagana. Lecz jenerał Campenon wygotował projekt organizacyi armii kolonialnej z etatem 10 milionów rocznie. Zaledwo że pomyślniejsze wiadomości dla gabinetu bbox=[1168, 126, 1510, 1284]
postepowanie-paragraph: Postępowanie Mojżesza, który okazywał się smutnym i zamyślonym, półsłówka córek jego, wzmogły podejrzenie przeciwko nim, tak, że w miesiącu Marcu 1882 r. znaleziono w parowie zwłoki zaginionej, a śledztwo energicznie prowadzone przekonało dowodnie, że Franciszka Mnichówna zamordowaną została przez Mojżesza Rittera przy pomocy żony jego Gittli i Marcelego Stochlińskiego. bbox=[1168, 514, 1510, 610]
meteo-cell bbox=[2173, 584, 2231, 611]
page-2 bbox=[30, 37, 1131, 1579]
meteo-row bbox=[1883, 729, 2282, 817]
meteo-title: Dostrzeżenia meteorologiczne stacyi Radom. bbox=[1882, 448, 2246, 464]
kurs-value bbox=[2165, 1417, 2205, 1433]
glos-body: Człowiek słaby i cierpiący staje się nudnym, niezadowolonym, zgryźliwym, tem bardziej, gdy zle się nie zmniejsza, lecz wciąż przybiera coraz większe rozmiary. Każdemu lubi opowiadać o tem, co mu dolega, bo sam ciągle myśląc jedno tylko na myśli, nie przypuszcza nawet, aby inni tego samego nie doświadczali i nie czuli. Minęły czasy, kiedy ziemianinowi rolnik żył zadowolony jego stanowiska, położenia, życia bez troski; zawód ten ciężkim stał się w ostatnich czasach w skutek rozlicznych warunków niekorzystnych, wynikających jużto ze zmian atmosferycznych, jużto ze stosunków miejscowych. Z atmosferą i klimatem walczyć trudno, rokuró tylko do Pana Boga, na nic nikt z rozsądnych żalić się nie może; ale warunki miejscowe, utarczki codzienne ze służbą, z najemnikami, szkody czynione przez ludzi złej woli, co niszczą i rujnują nieraz dobroby niejednej rodziny. — Teraz, za pośrednictwem Twego organu, Szanowny Redaktorze, podnoszę głos w kwestyach nader ważnych dla gospodarzy rolnych, bo dotyczących ich bytu przyszłego, w tej nadziei, że do głosu mojego dołączą się i inne w tem samem położeniu będące i wywołają w końcu radę dobrą i środki zaradcze przeciw złemu, grożącemu ruiną i upadkiem naszych gospodarstw. bbox=[399, 248, 737, 581]
column-2: Gladstone'a od Gordona Baszy nadeszły, tak dalece, iż tenże obiecuje, na wigilijną gwiazdkę obiadować razem z przyjaciółmi w swoich domach. W Anglii przewidują możebne stosunki, jakie mogą być potrzebne z Egiptem, za udaniem się przekroczenia granic Nilu, toteż potrzebne jest działanie dyplomatyczne ażeby wydarzenia mogły w Egipcie iść dalej. Na delegacyach wspólnych Austryackich, przedstawiono konieczną potrzebę zawotowania funduszów, na pomnożenie w państwie Austro-Węgierskiem artyleryi. Debaty nad tem przedstawiono poiazują, że Austrya mająca 700 dział większego kalibru, tak jak, na ich wiele ich może być, mniej niż 6 bateryj, jako tenże przekazuje w Rosyi, z tego zaś zagranicy zgromadzono w Austryi, Węgrzech, nie ma, Niemiec. W sejmie Styryjskim niewzględnie słusznych praw mieszkańców, co do szkoły, sprowadziło rozdrowienie. Słowiańscy posłowie chcieli sejm opuścić, zaledwo stosowne publiczne oświadczenie marszałka, iż poszanowane zostaną prawa zarówno każdego, załatwiło powstałe trudności. We Włoszech panika przed cholerą, lubo ta słabnie, nie ustaje. Przyszło do tego, że w Porcyano straciami odganiano przybywających podróżnych z obawy, aby choroby nie przywlekli. W Spezzi, otoczonej kordonem wojsk, całe noce ognie smolne palą. Z tem wszystkiem w Neapolu po dzień 25 Września b. r. umarło wszystkiego 3380 ludzi, podczas gdy w roku 1852 w trzy razy wówczas mniej ludnej Warszawie, umarło ich przeszło 10,000. Ostatnia depesza telegraficzna. W Bucharze otwarto linię telegraficzną. Pierwszą depeszę którą podał Muzzefar-Edin, było pozdrowienie Najjaśniejszej Cesarza Wszech Rossyi, drugą do Szacha Perskiego, trzecią do Wielkiego Szeryfa Mekki. Gmina żydowska tameczna, jedna z najbogatszych w Azyi, przesłała swoją depeszę do wielkiego rabina w Jerozolimie. Z Sudanu nadchodzą dla Anglików coraz pomyślniejsze wiadomości. Gordon-Basza niedawno zniósł oblężenie Chartumu, ale wyzwoliwszy nieprzyjaciela, sam Gordon Basza wyruszył do Kordofanu i tak zamierza połączyć się z korpusem ekspedycyjnym, idącym mu na odsiecz i w pomoc od Assuanu. Dnia 4 Października Kopenhaga. Pożar zamku królewskiego w Christianborgu zniszczył wiele drogocennych pamiątek i kosztowności; straty obliczają na miliony. Uratowano jednak kaplicę i muzeum Thorwaldsena. Król i następca tronu wciąż był przy pożarze obecni. Petersburg 6 października. Podczas nabożeństwa w kościele S. Katarzyny, na wychodzącego z konfesyonału ks. Wollingera Niemca, napadł niejaki Möller i laską go obił. Aresztowany wyznał przed policyą, iż dopuścił się tego czynu naszego za to, iż tenże ks. Wollinger był przyczyną, że go usunięto od obowiązków nauczyciela w szkole katolickiej przy tymże kościele. P. Aksakow w szeregu artykułów w Rusi Nr. 18, poświęconym zjazdowi Skierniewickiemu, mówi że polityka status-quo, usankcyonowana na tym zjeździe, wypadnie więcej na korzyść Austryi, aniżeli Rossyi. Rozwiązanie logogryfu № 1. 1. Dobrogniewa, 2. Oleś, 3. Pacanów, 4. Ogiński, 5. Marmora, 6. Ozokeryt, 7. Żywotnych sił, 8. Paramarybo, 9. Oppolzer, 10. Radałowicz, 11. Łukasz, 12. Oldenburg, 13. Guacharo, 14. Odoacer, 15. Szymkiewicz, 16. Łyszkowice, 17. Achtaj, 18. Wadowice, 19. Bejram, 20. Ontario, 21. Zelazny krzyż, 22. Eagle. Dopomóż, pobłogosław, Boże, A światło rozgorzeć możel Rozwiązania nikt nie nadesłał. Logogryf № 2. Z następujących sylab ułożyć 14 wyrazów, których początkowe litery czytane z dołu, dają nazwisko poety, a drugie także końcowe litery czytane z góry. a—a—bie—bot—bu—bi—bo—ca—ce—ek—el—fer—kso —le—li—man—mu—na—ni—ni—no—o—ol—pe—pe— pi—ra—rad—ro—ro—rze—sa—ta—ta—tyk—ur— wi—wica—win—za—zam. 1. Jezioro w Ameryce. 2. Miejscowość na pustyni, 3. Herb, 4. Wieś w Sandomierskiem, 5. Wódz angielski, 6. Miejscowość pod Kownem, 7. Pomyśle, 8. Kompozytor szwedzki, 9. Żydowski aktor, 10. Miasto w Medyi, 9. Sułtan, 10. Miasto w Medyi, 11. Żołnierz turecki, 12. Góra wysoka, 13. Klasa poetów, 14. Rzeka nasza. Rozwiązania prosimy nadsyłać do redakcyi. bbox=[1525, 126, 1867, 1338]
kurs-gieldy: Kurs Giełdy Warszawskiej; z dnia 6 Października 1884 r. Żądano RS. K. Płacono RS. K. Listy zastaw. 5% r. 1869 S. I. lit. A. „ „ 5% „ „ „ B. „ „ 5% „ „ „ małe 97 20 „ „ 5% S. II. lit. A. „ „ 5% „ „ „ B. „ „ 5% S. III. lit. A. „ „ 5% „ „ „ B. „ „ 5% „ „ małe Listy likwidacyjne Król. Pol. 4% duże 96 35 „ „ „ „ małe 87 50 zastawne m. Warszawy $ I. 95 00 „ „ „ S. II 92 70 „ „ „ S. III 91 25 Bilety skarbowe Listy zastaw. ser. 1864 I em. 3% „ „ „ 1866 II em. 3% Wartość Kuponu: List. zastaw. ser. lit. A i B 1 47½ „ likwidacyj 1 40 „ m. Warszawy 9 Pożyczki premiowej I em. „ II em. Monety i banknoty: Półimperiały Marki niemieckie Gulden austryacki bankowe Frank Wartość rubla w złocie bbox=[1882, 1143, 2246, 1623]
gdy-paragraph: Gdy nie pokazywała się przez kilka dni z kolei, sądzono, że udała się gdzie na zarobek, jak to nieraz robiła; dopiero gdy się pokazało, że nikt jej nie widział, dopiero gdy się rozchodzić głuche wieści, że ją żydzi zabili, wskazywano nawet Rittera, jako sprawcę zbrodni, chcącego tym sposobem usunąć tak złe stosunków miłosnych, jakie łączyły go z Franciszką. Chociaż poszukiwania pierwotne urzędu gminnego nie wykazały żadnych wskazówek, wieści nie ucichły, ale wciąż się utrzymywały, twierdząc stanowczo o zbrodni Rittera. bbox=[1168, 384, 1510, 509]
kurs-row bbox=[1883, 1286, 2246, 1302]
kurs-value bbox=[2165, 1318, 2205, 1335]
meteo-cell: 10 bbox=[2141, 834, 2173, 860]
meteo-header-row: Data. Godzina. Barometr red. na 0° w milimetr. Termo- metr Reaumura. Wilgotność w proc. Kierunek i siła wiatru. Niebo. Ilość opadu w milimetrach. Uwagi. bbox=[1883, 464, 2282, 531]
meteo-cell: Pd. 2 bbox=[2098, 904, 2141, 921]
meteo-row bbox=[1883, 702, 2282, 729]
kurs-label: „ „ 5% „ „ „ B. bbox=[1883, 1237, 2083, 1253]
meteo-cell bbox=[2173, 702, 2231, 729]
kupon-value: 9 bbox=[2205, 1478, 2246, 1495]
kurs-value bbox=[2205, 1400, 2246, 1417]
kurs-value: 95 bbox=[2083, 1335, 2124, 1351]
meteo-cell: 94 bbox=[2047, 729, 2098, 817]
signature: G. bbox=[1076, 1138, 1087, 1151]
kurs-label: Listy zastaw. ser. 1864 I em. 3% bbox=[1883, 1400, 2083, 1417]
kurs-value bbox=[2165, 1171, 2205, 1188]
meteo-cell: 7 r. bbox=[1909, 860, 1951, 887]
meteo-cell bbox=[1883, 729, 1910, 817]
column-2 bbox=[399, 125, 737, 857]
moneta-row bbox=[1883, 1557, 2246, 1573]
meteo-cell: 9 w. bbox=[1909, 584, 1951, 611]
meteo-cell: 740₀₀ bbox=[1996, 860, 2046, 887]
kupon-value: 1 bbox=[2165, 1446, 2205, 1463]
kupon-row bbox=[1883, 1478, 2246, 1495]
kalendarz-heading: KALENDARZYK PODATKOWY bbox=[1947, 932, 2182, 950]
monety-table bbox=[1883, 1541, 2246, 1623]
najczestsze-paragraph: Najczęstsze powody, jakie służą do rozwinięcia się zarazy karbunkułowej bywają następujące: trzymanie bydła w stanowiskach ciasnych i brudnych, pasza na mokrych łąkach i trzęsawiskach, brak wody, lub też użycie do pojenia wody stojącej, gnilnej, mianowicie gdzie len, i konopie się moczą, wreszcie nagłe przejście ze złej paszy, na dobrą, posilną, jaką bydło otrzymuje po żniwach na ryżkach. bbox=[45, 739, 383, 839]
punkt-6: 6. O sądach gminnych i szkółkach. bbox=[412, 793, 601, 805]
meteo-cell: 7 r. bbox=[1909, 729, 1951, 817]
moneta-label: Wartość rubla w złocie bbox=[1883, 1606, 2165, 1623]
meteo-cell bbox=[2231, 675, 2281, 702]
cyganie: Cyganie, włóczący się po całym kraju żyją także z kradzieży. Gdziekolwiek się pokażą, w ślad za nimi idą skargi, żałalenia, uniesienia. Władze policyjne i sądowe są zarazem aktami, śledztwa się prowadzą, kary się często wymierzają, czasem zachodzi brak prawnych dowodów, chociaż są poszlaki—słowem—gdzie cygan się pojawi, tam własność jest zagrożona. Wiadomo nam są utrudzone temi sprawami, które wydarzyły się ostatniemi w okolicy pociechą niszczenia kraju, gdyby nie dorwałany im pronodził koczującego życia, lecz nakłoniono do zajęcia stałych miejsc. Zbytnią pobłażliwość dla nich, zabrania im poruszania się, obmowa, ściganie z gminy do gminy ciąłby są obie rzeczy tej, iż odbywania z sobą, ułatwiają przeprowadzanie skradzionych koni, a zająć trakty i szlaki, mając pewne stacye złodziejskie, mogą bezkarnie przeprowadzać w miejsca oddalone, lub nawet zagranicę i tam się ich pozbywać. Cygani są jedynie rozmieszczeni są w szlachetnych posiadaniu. Na mocy postanowienia zapadłego lub sądów, że z własnymi miasteczkach, mogą na tanie z łupami zgarnąć, a pieniędzy zostawać dla nieszczęśliwych z ich łachmanów się, i zahamować tam kapitalizm się wnikąć za dużo za dostatki. A wówczas stosunek ich zaostrzać i udzielać w tem spakowaniu, jeszcze już nie jest, by i za drugie teł się do przeprowadzenia rozboju należycie i rozsądnie. Czas jak ich wiatr zwiał mu tej ich korzystne. bbox=[753, 711, 1102, 1033]
punkt-1-2: Co do 1 i 2-go punktu. Kradzież inwentarza, mianowicie koni, przyjęła w ostatnich czasach przerażające rozmiary. Nikt z gospodarzy nie jest pewien swej własności, najlepiej strzeżone i pilnowane potrafią złodzieje ukraść, i dobrze przechować. Istnieją stowarzyszenia złodziejskie po całym kraju, mające rzecznych pomocników, przechowywaczy, strzęczycieli, nawet i w krajach ościennych. Złodzieje tacy są mani dobrze, a jednak lęka się ich jeden wydać ich, bo wie, że wówczas nie będzie pewny ani mienia, ani życia swego. Żyją oni swobodnie, w pewnym nawet dobrobycie, a tatwo im zjednać sobie wspólników z prostego ludu, ze służących i parobków wiejskich i fornali majątkowych wiejskich, którzy za niewielkim wynagrodzeniem kradzież zgodzaują. Fornal wyprowadzi konie ze stajni, lub pozwoli je wyprowadzić i otrzymuje za to wynagrodzenia kilkanaście rubli; kwota znaczna i ponętna dla tego, kto służy rok cały prawie na podobną sumę. Gdy jeszcze gorzałka, której strzegcieli nie żałują, zlanie i tak nie bardzo silny opór, gdy nie sprzeciwi się sumienie człowieka ciemnego, oswojonego ze złem, nie upatrującego w kradzieży wielkiego przestępstwa, nie widzącego w więzieniu miejsca kary, wtedy zyskany jest nowy członek stowarzyszenia, a społeczeństwo zyskało więcej jednego wroga i niszczyciela dobrobytu rolnego gospodarstwa. bbox=[753, 399, 1102, 706]
meteo-cell: Pd. 3 bbox=[2098, 729, 2141, 817]
meteo-cell: 751₄₀ bbox=[1996, 584, 2046, 611]
kurs-row bbox=[1883, 1384, 2246, 1400]
moneta-row bbox=[1883, 1590, 2246, 1606]
kurs-row bbox=[1883, 1269, 2246, 1286]
meteo-cell: Pd.-W. 3 bbox=[2098, 558, 2141, 584]
top-rule bbox=[45, 119, 1116, 121]
kupon-value: 47½ bbox=[2205, 1446, 2246, 1463]
meteo-cell bbox=[2231, 702, 2281, 729]
kurs-value bbox=[2083, 1286, 2124, 1302]
kurs-value bbox=[2124, 1237, 2165, 1253]
kurs-value bbox=[2205, 1204, 2246, 1220]
meteo-cell bbox=[2173, 611, 2231, 675]
kurs-row bbox=[1883, 1237, 2246, 1253]
kurs-row bbox=[1883, 1367, 2246, 1384]
meteo-cell: Pd.-W. 3 bbox=[2098, 675, 2141, 702]
licytacya-heading: LICYTACYA. bbox=[1993, 219, 2135, 241]
meteo-cell bbox=[2231, 531, 2281, 558]
kurs-row bbox=[1883, 1318, 2246, 1335]
kurs-value bbox=[2165, 1253, 2205, 1269]
meteo-cell: 9 bbox=[1883, 816, 1910, 834]
column-3 bbox=[753, 125, 1102, 1264]
moneta-row bbox=[1883, 1573, 2246, 1590]
kurs-row bbox=[1883, 1417, 2246, 1433]
meteo-row bbox=[1883, 611, 2282, 675]
column-2-top: tak świetny i tak radykalnie rozstrzygający kwestyę zabezpieczenia inwentarza od tej zabójczej choroby (jak to czytamy w gazecie Wiek N. 224 iż niewątpliwie znajdzie wśród gospodarzy naszych licznych naśladowców, co wielce wpłynie na uniknienie zbyt częstych klęsk z upadku inwentarza wynikających. bbox=[399, 126, 737, 210]
meteo-cell: 97 bbox=[2047, 816, 2098, 834]
kurs-value bbox=[2124, 1188, 2165, 1204]
kurs-value bbox=[2205, 1417, 2246, 1433]
glos-ze-wsi-heading: Głos ze wsi. bbox=[490, 219, 646, 245]
meteo-cell: 49 bbox=[2047, 887, 2098, 904]
kurs-row bbox=[1883, 1302, 2246, 1318]
meteo-cell: 9 w. bbox=[1909, 834, 1951, 860]
kurs-row bbox=[1883, 1351, 2246, 1367]
meteo-cell: 741₅₀ bbox=[1996, 904, 2046, 921]
meteo-row bbox=[1883, 558, 2282, 584]
kurs-value bbox=[2205, 1188, 2246, 1204]
meteo-cell: Pd.-Z. 1 bbox=[2098, 860, 2141, 887]
kurs-value: 92 bbox=[2083, 1351, 2124, 1367]
moneta-label: Półimperiały bbox=[1883, 1541, 2165, 1557]
kurs-value bbox=[2165, 1384, 2205, 1400]
kurs-value bbox=[2205, 1351, 2246, 1367]
meteo-cell: 1½ bbox=[2173, 816, 2231, 834]
meteo-cell bbox=[1883, 904, 1910, 921]
meteo-cell: Pd.-W. 1 bbox=[2098, 702, 2141, 729]
kupon-label: „ likwidacyj bbox=[1883, 1462, 2165, 1478]
